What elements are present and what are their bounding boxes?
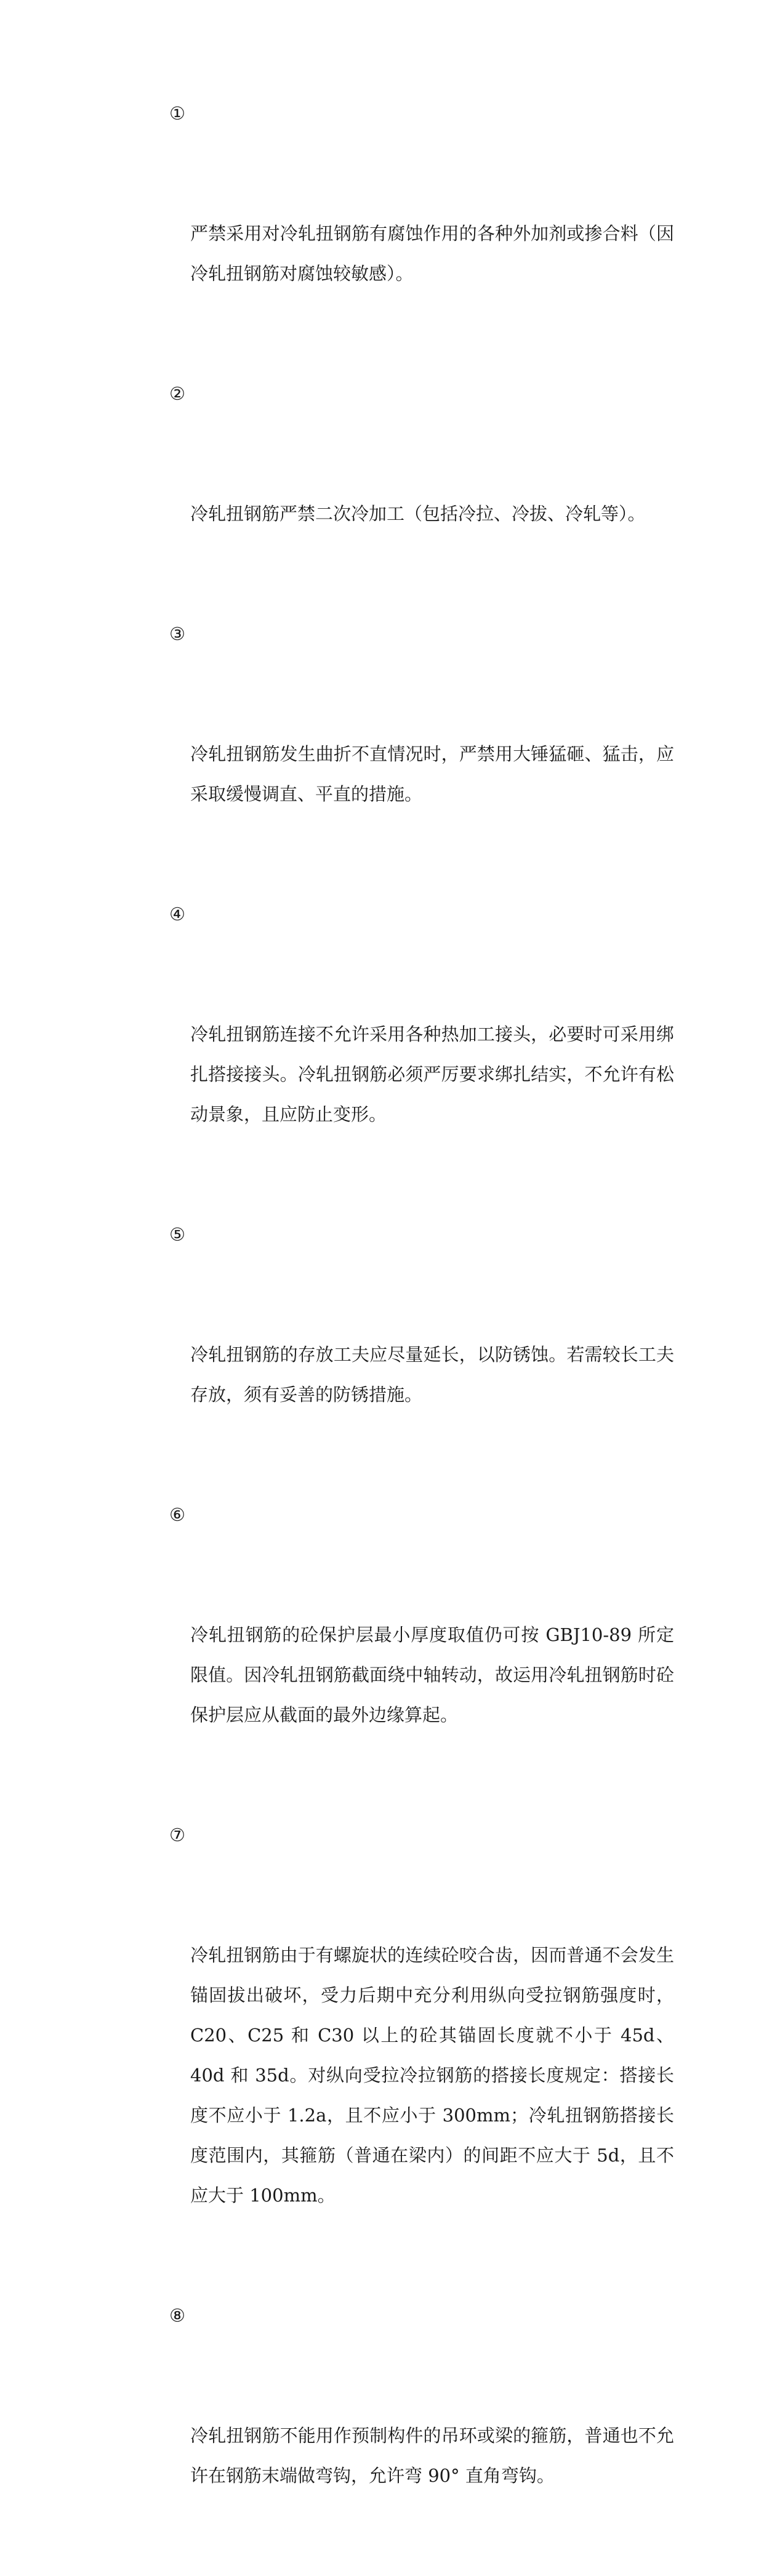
item-number: ⑧ bbox=[169, 2305, 185, 2326]
item-text: 严禁采用对冷轧扭钢筋有腐蚀作用的各种外加剂或掺合料（因冷轧扭钢筋对腐蚀较敏感）。 bbox=[190, 223, 674, 284]
item-text: 冷轧扭钢筋不能用作预制构件的吊环或梁的箍筋，普通也不允许在钢筋末端做弯钩，允许弯 90° 直角弯钩。 bbox=[190, 2425, 674, 2486]
list-item-4 bbox=[169, 894, 674, 1215]
item-number: ② bbox=[169, 383, 185, 404]
item-number: ⑦ bbox=[169, 1825, 185, 1845]
list-item-7 bbox=[169, 1815, 674, 2296]
item-number: ⑤ bbox=[169, 1224, 185, 1245]
list-item-8 bbox=[169, 2296, 674, 2576]
item-number: ① bbox=[169, 103, 185, 124]
list-item-1 bbox=[169, 94, 674, 374]
item-number: ③ bbox=[169, 623, 185, 644]
item-text: 冷轧扭钢筋连接不允许采用各种热加工接头，必要时可采用绑扎搭接接头。冷轧扭钢筋必须严厉要求绑扎结实，不允许有松动景象，且应防止变形。 bbox=[190, 1024, 674, 1125]
item-text: 冷轧扭钢筋严禁二次冷加工（包括冷拉、冷拔、冷轧等）。 bbox=[190, 503, 646, 524]
list-item-3 bbox=[169, 614, 674, 894]
document-body bbox=[169, 94, 674, 2576]
list-item-6 bbox=[169, 1495, 674, 1815]
item-text: 冷轧扭钢筋的存放工夫应尽量延长，以防锈蚀。若需较长工夫存放，须有妥善的防锈措施。 bbox=[190, 1344, 674, 1405]
list-item-2 bbox=[169, 374, 674, 614]
item-text: 冷轧扭钢筋发生曲折不直情况时，严禁用大锤猛砸、猛击，应采取缓慢调直、平直的措施。 bbox=[190, 743, 674, 804]
item-text: 冷轧扭钢筋由于有螺旋状的连续砼咬合齿，因而普通不会发生锚固拔出破坏，受力后期中充分利用纵向受拉钢筋强度时，C20、C25 和 C30 以上的砼其锚固长度就不小于 45d、40d 和 35d。对纵向受拉冷拉钢筋的搭接长度规定：搭接长度不应小于 1.2a，且不应小于 300mm；冷轧扭钢筋搭接长度范围内，其箍筋（普通在梁内）的间距不应大于 5d，且不应大于 100mm。 bbox=[190, 1945, 674, 2206]
item-text: 冷轧扭钢筋的砼保护层最小厚度取值仍可按 GBJ10-89 所定限值。因冷轧扭钢筋截面绕中轴转动，故运用冷轧扭钢筋时砼保护层应从截面的最外边缘算起。 bbox=[190, 1624, 674, 1725]
item-number: ⑥ bbox=[169, 1504, 185, 1525]
list-item-5 bbox=[169, 1215, 674, 1495]
item-number: ④ bbox=[169, 904, 185, 925]
